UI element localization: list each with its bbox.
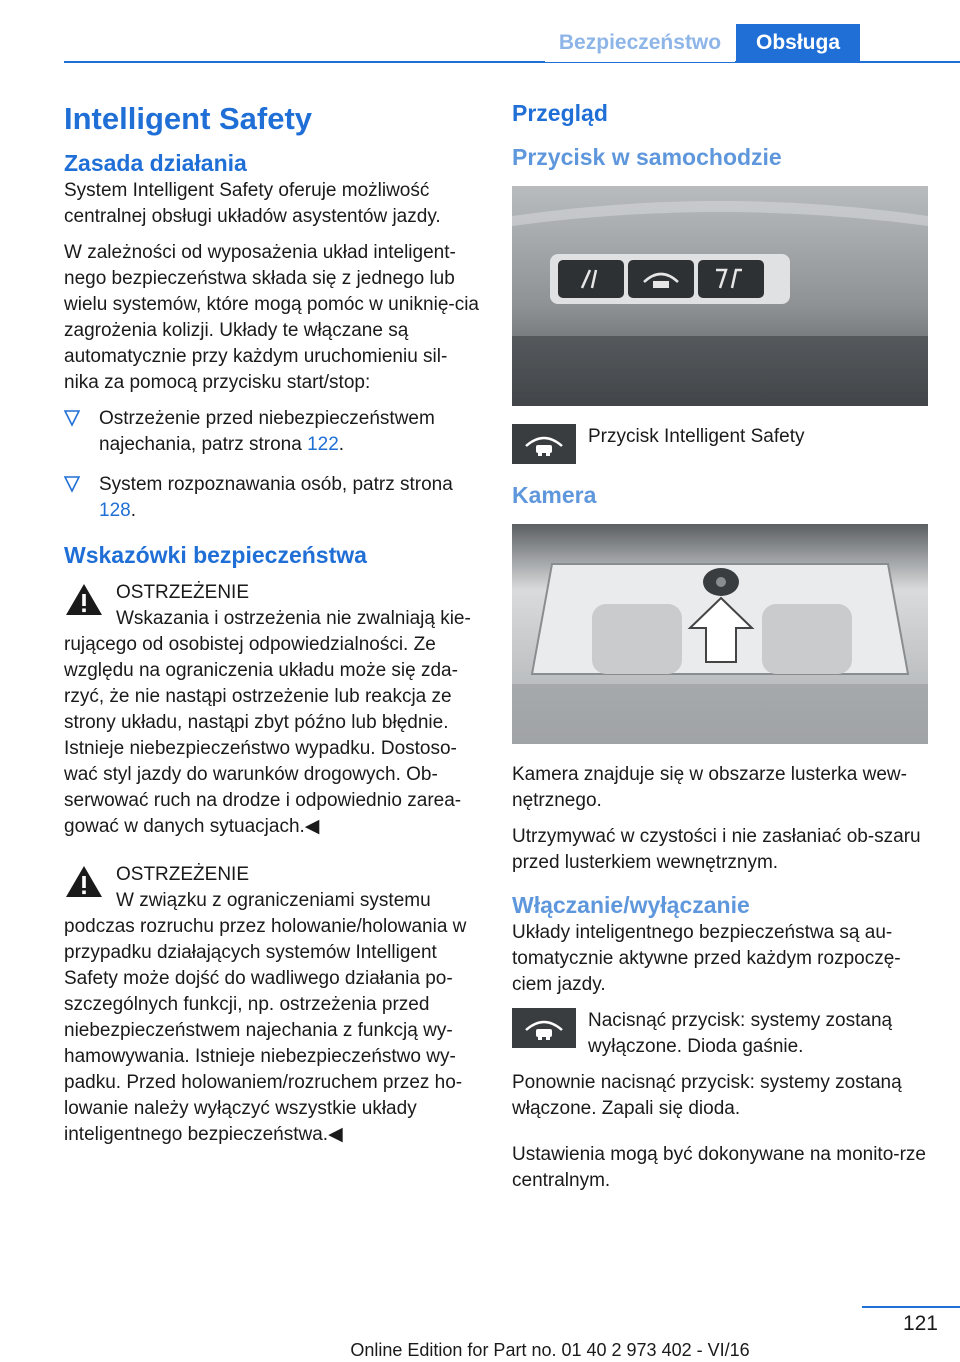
warning-body: rującego od osobistej odpowiedzialności. Ze względu na ograniczenia układu może się zda‐rzyć, że nie nastąpi ostrzeżenie lub reakcja ze strony układu, nastąpi zbyt późno lub błędnie. Istnieje niebezpieczeństwo wypadku. Dostoso‐wać styl jazdy do warunków drogowych. Ob‐serwować ruch na drodze i odpowiednio zarea‐gować w danych sytuacjach.◀ [64, 634, 462, 837]
warning-body: podczas rozruchu przez holowanie/holowania w przypadku działających systemów Intelligent Safety może dojść do wadliwego działania po‐szczególnych funkcji, np. ostrzeżenia przed niebezpieczeństwem najechania z funkcją wy‐hamowywania. Istnieje niebezpieczeństwo wy‐padku. Przed holowaniem/rozruchem przez ho‐lowanie należy wyłączyć wszystkie układy inteligentnego bezpieczeństwa.◀ [64, 916, 467, 1145]
button-caption: Przycisk Intelligent Safety [588, 426, 805, 447]
onoff-text-2: Ponownie nacisnąć przycisk: systemy zostaną włączone. Zapali się dioda. [512, 1072, 902, 1119]
camera-text-2: Utrzymywać w czystości i nie zasłaniać ob‐szaru przed lusterkiem wewnętrznym. [512, 826, 921, 873]
overview-heading: Przegląd [512, 100, 608, 126]
page-title: Intelligent Safety [64, 101, 313, 136]
onoff-text-1: Układy inteligentnego bezpieczeństwa są au‐tomatycznie aktywne przed każdym rozpoczę‐ciem jazdy. [512, 922, 901, 995]
button-caption-row [512, 424, 928, 466]
principle-text-2: W zależności od wyposażenia układ inteligent‐nego bezpieczeństwa składa się z jednego lub wielu systemów, które mogą pomóc w uniknię‐cia zagrożenia kolizji. Układy te włączane są automatycznie przy każdym uruchomieniu sil‐nika za pomocą przycisku start/stop: [64, 242, 480, 393]
warning-triangle-icon [64, 864, 104, 899]
onoff-icon-row [512, 1008, 928, 1060]
camera-heading: Kamera [512, 482, 597, 508]
onoff-heading: Włączanie/wyłączanie [512, 892, 750, 918]
button-panel-photo [512, 186, 928, 406]
systems-list [64, 406, 479, 524]
page-number: 121 [902, 1312, 938, 1335]
page-link-122[interactable]: 122 [307, 434, 339, 455]
intelligent-safety-icon [512, 424, 576, 464]
safety-heading: Wskazówki bezpieczeństwa [64, 542, 367, 568]
camera-text-1: Kamera znajduje się w obszarze lusterka wew‐nętrznego. [512, 764, 907, 811]
warning-box-2 [64, 862, 479, 1148]
warning-lead: W związku z ograniczeniami systemu [116, 890, 431, 911]
list-item: System rozpoznawania osób, patrz strona 128. [64, 472, 479, 524]
principle-heading: Zasada działania [64, 150, 247, 176]
right-column [512, 98, 928, 1204]
intelligent-safety-icon [512, 1008, 576, 1048]
list-item: Ostrzeżenie przed niebezpieczeństwem najechania, patrz strona 122. [64, 406, 479, 458]
warning-title: OSTRZEŻENIE [116, 582, 250, 603]
warning-lead: Wskazania i ostrzeżenia nie zwalniają kie‐ [116, 608, 471, 629]
footer-rule [862, 1306, 960, 1308]
warning-title: OSTRZEŻENIE [116, 864, 250, 885]
list-item-text: Ostrzeżenie przed niebezpieczeństwem najechania, patrz strona [99, 408, 435, 455]
onoff-text-3: Ustawienia mogą być dokonywane na monito‐rze centralnym. [512, 1144, 926, 1191]
header-section: Bezpieczeństwo [545, 24, 735, 62]
button-heading: Przycisk w samochodzie [512, 144, 782, 170]
list-triangle-icon [64, 475, 80, 493]
page-link-128[interactable]: 128 [99, 500, 131, 521]
camera-location-photo [512, 524, 928, 744]
list-item-text: System rozpoznawania osób, patrz strona [99, 474, 453, 495]
edition-note: Online Edition for Part no. 01 40 2 973 402 - VI/16 [350, 1340, 750, 1360]
principle-text-1: System Intelligent Safety oferuje możliwość centralnej obsługi układów asystentów jazdy. [64, 180, 441, 227]
warning-box-1 [64, 580, 479, 840]
left-column [64, 98, 479, 1170]
warning-triangle-icon [64, 582, 104, 617]
list-triangle-icon [64, 409, 80, 427]
header-chapter: Obsługa [736, 24, 860, 62]
onoff-icon-text: Nacisnąć przycisk: systemy zostaną wyłączone. Dioda gaśnie. [588, 1010, 893, 1057]
